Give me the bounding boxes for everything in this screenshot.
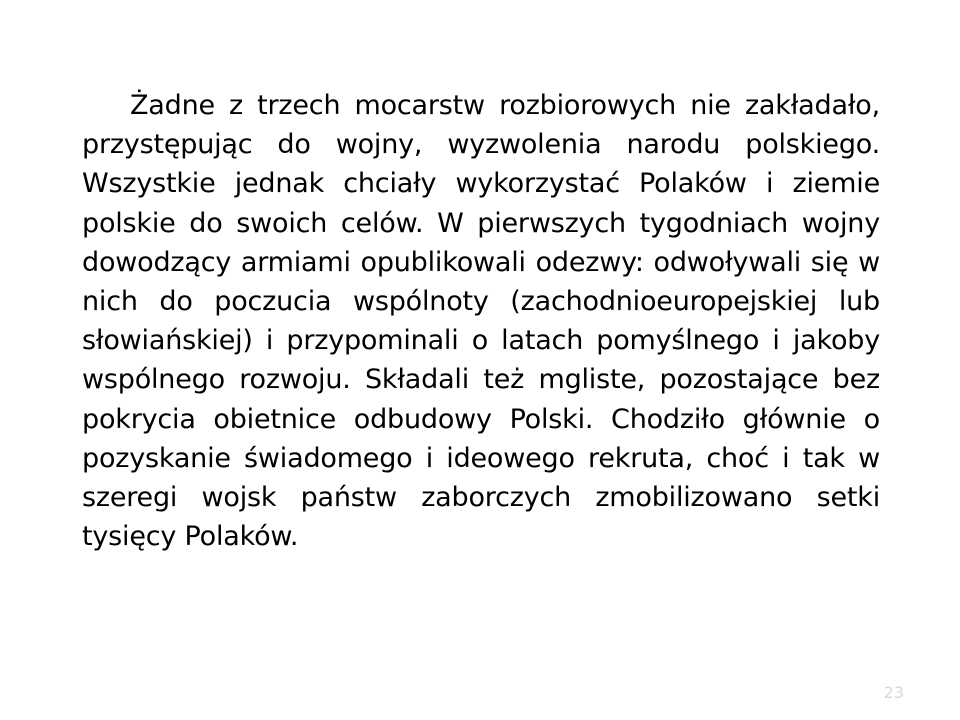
page-number: 23 [883, 683, 904, 702]
body-paragraph: Żadne z trzech mocarstw rozbiorowych nie zakładało, przystępując do wojny, wyzwolenia narodu polskiego. Wszystkie jednak chciały wykorzystać Polaków i ziemie polskie do swoich celów. W pierwszych tygodniach wojny dowodzący armiami opublikowali odezwy: odwoływali się w nich do poczucia wspólnoty (zachodnioeuropejskiej lub słowiańskiej) i przypominali o latach pomyślnego i jakoby wspólnego rozwoju. Składali też mgliste, pozostające bez pokrycia obietnice odbudowy Polski. Chodziło głównie o pozyskanie świadomego i ideowego rekruta, choć i tak w szeregi wojsk państw zaborczych zmobilizowano setki tysięcy Polaków. [82, 90, 880, 553]
